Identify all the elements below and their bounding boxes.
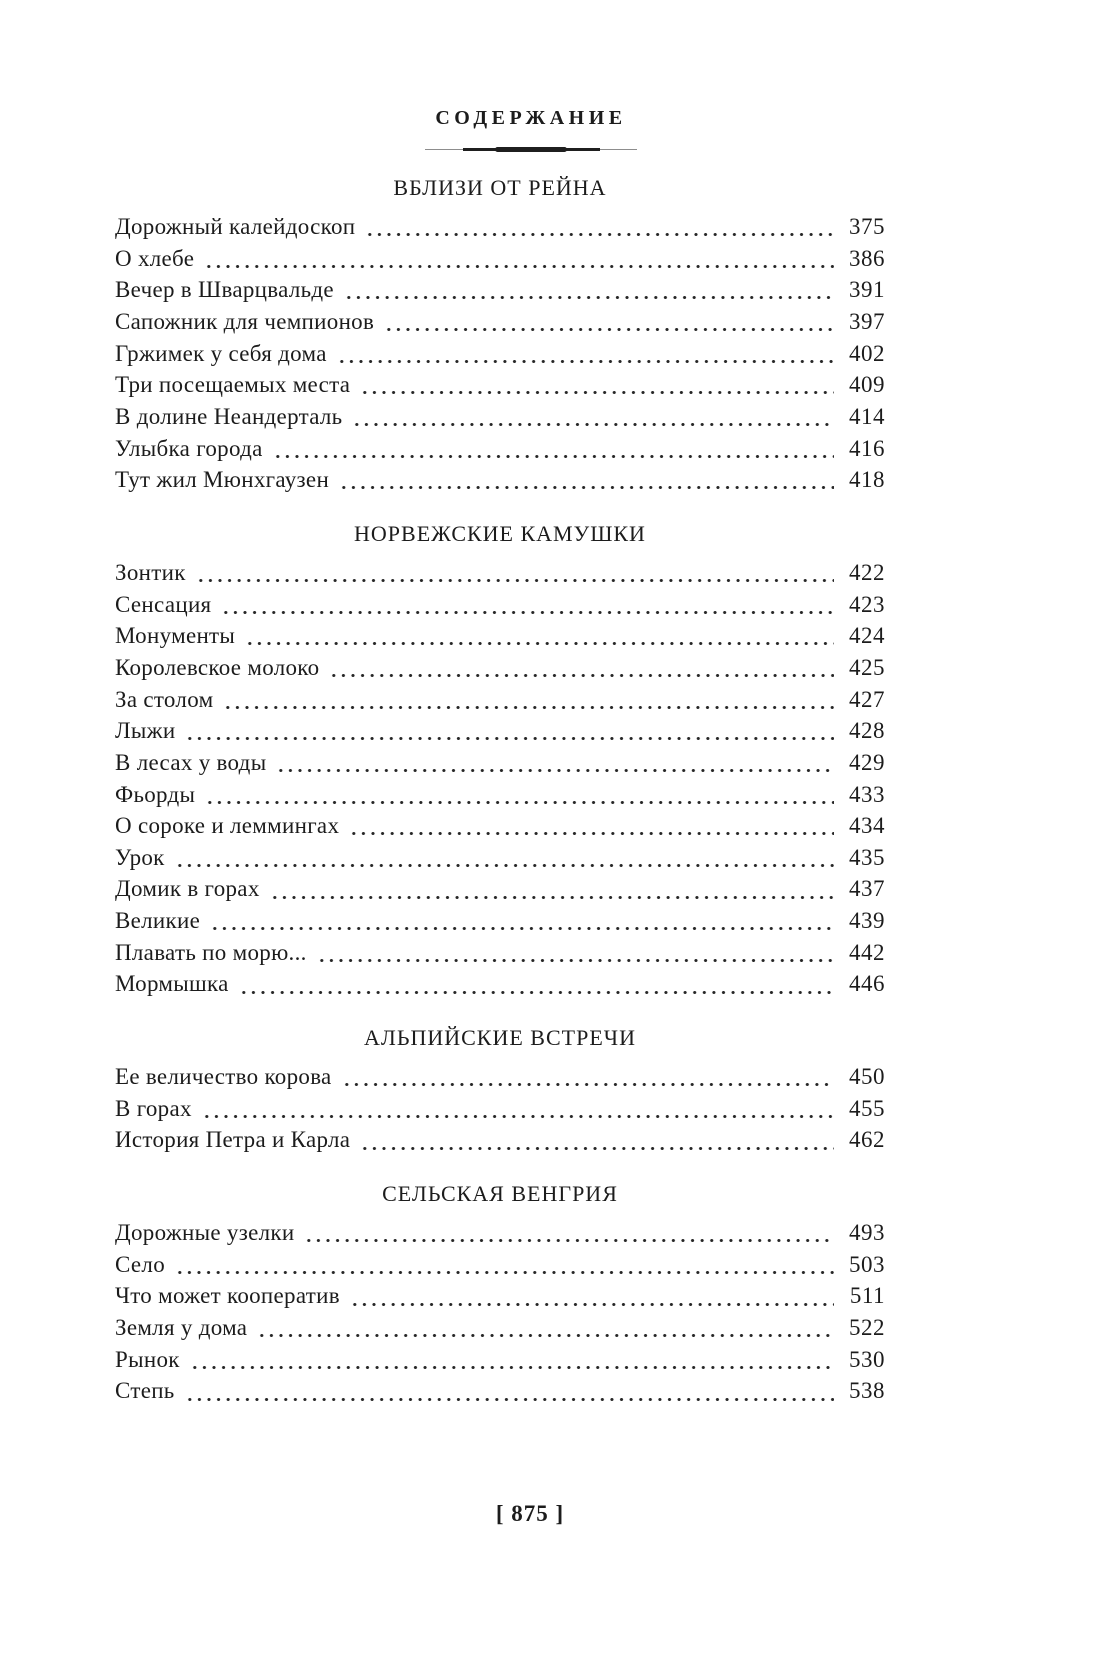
dot-leader	[340, 1061, 834, 1093]
entry-title: За столом	[115, 686, 214, 712]
entry-page-number: 511	[849, 1283, 885, 1309]
entry-title: Сапожник для чемпионов	[115, 308, 375, 334]
entry-page-number: 503	[849, 1251, 885, 1277]
entry-page-number: 397	[849, 308, 885, 334]
entry-page-number: 433	[849, 781, 885, 807]
dot-leader	[271, 433, 834, 465]
entry-page-number: 462	[849, 1127, 885, 1153]
entry-title: Монументы	[115, 623, 236, 649]
entry-title: Королевское молоко	[115, 654, 320, 680]
entry-page-number: 391	[849, 277, 885, 303]
dot-leader	[188, 1344, 834, 1376]
dot-leader	[173, 1249, 834, 1281]
page-footer	[115, 1501, 885, 1527]
divider-center-segment	[495, 147, 567, 152]
dot-leader	[315, 937, 834, 969]
entry-page-number: 522	[849, 1315, 885, 1341]
entry-title: Дорожные узелки	[115, 1220, 295, 1246]
entry-page-number: 422	[849, 559, 885, 585]
toc-entry	[115, 1061, 885, 1093]
entry-page-number: 434	[849, 813, 885, 839]
entry-title: Тут жил Мюнхгаузен	[115, 467, 330, 493]
dot-leader	[358, 369, 834, 401]
entry-page-number: 423	[849, 591, 885, 617]
toc-entry	[115, 1312, 885, 1344]
entry-page-number: 402	[849, 340, 885, 366]
entry-page-number: 428	[849, 718, 885, 744]
dot-leader	[255, 1312, 834, 1344]
toc-entry	[115, 1344, 885, 1376]
page-header	[115, 0, 885, 153]
toc-section	[115, 1024, 885, 1156]
toc-entry	[115, 747, 885, 779]
entry-page-number: 425	[849, 654, 885, 680]
dot-leader	[183, 715, 834, 747]
entry-title: Урок	[115, 844, 165, 870]
toc-entry	[115, 715, 885, 747]
dot-leader	[382, 306, 834, 338]
dot-leader	[327, 652, 834, 684]
dot-leader	[200, 1093, 834, 1125]
dot-leader	[173, 842, 834, 874]
entry-page-number: 450	[849, 1064, 885, 1090]
entry-page-number: 493	[849, 1220, 885, 1246]
entry-page-number: 439	[849, 908, 885, 934]
dot-leader	[202, 243, 834, 275]
dot-leader	[203, 779, 834, 811]
toc-entry	[115, 842, 885, 874]
toc-entry	[115, 652, 885, 684]
toc-entry	[115, 873, 885, 905]
entry-title: Что может кооператив	[115, 1283, 340, 1309]
entry-page-number: 416	[849, 435, 885, 461]
section-entries	[115, 557, 885, 1000]
toc-entry	[115, 243, 885, 275]
toc-entry	[115, 968, 885, 1000]
entry-page-number: 538	[849, 1378, 885, 1404]
entry-title: Плавать по морю...	[115, 939, 307, 965]
toc-entry	[115, 1217, 885, 1249]
toc-entry	[115, 401, 885, 433]
entry-title: Село	[115, 1251, 166, 1277]
toc-entry	[115, 211, 885, 243]
entry-page-number: 427	[849, 686, 885, 712]
entry-title: Степь	[115, 1378, 175, 1404]
dot-leader	[243, 620, 834, 652]
page-content	[115, 0, 885, 1407]
dot-leader	[342, 274, 834, 306]
folio-page-number: [ 875 ]	[495, 1501, 565, 1526]
toc-section	[115, 1180, 885, 1407]
dot-leader	[183, 1375, 834, 1407]
decorative-divider	[425, 146, 637, 153]
entry-title: Великие	[115, 908, 201, 934]
entry-page-number: 446	[849, 971, 885, 997]
section-entries	[115, 1217, 885, 1407]
dot-leader	[237, 968, 834, 1000]
entry-page-number: 435	[849, 844, 885, 870]
toc-entry	[115, 338, 885, 370]
entry-title: Земля у дома	[115, 1315, 248, 1341]
toc-entry	[115, 369, 885, 401]
dot-leader	[274, 747, 834, 779]
entry-page-number: 409	[849, 372, 885, 398]
section-entries	[115, 211, 885, 496]
entry-page-number: 386	[849, 245, 885, 271]
dot-leader	[358, 1124, 834, 1156]
toc-entry	[115, 1280, 885, 1312]
section-heading: АЛЬПИЙСКИЕ ВСТРЕЧИ	[364, 1025, 636, 1051]
dot-leader	[337, 464, 834, 496]
dot-leader	[348, 1280, 834, 1312]
toc-entry	[115, 1249, 885, 1281]
toc-entry	[115, 1093, 885, 1125]
dot-leader	[219, 589, 834, 621]
entry-page-number: 437	[849, 876, 885, 902]
toc-entry	[115, 589, 885, 621]
entry-title: Три посещаемых места	[115, 372, 351, 398]
entry-page-number: 424	[849, 623, 885, 649]
toc-entry	[115, 684, 885, 716]
section-heading: СЕЛЬСКАЯ ВЕНГРИЯ	[382, 1181, 618, 1207]
dot-leader	[335, 338, 834, 370]
entry-title: Сенсация	[115, 591, 212, 617]
toc-entry	[115, 810, 885, 842]
entry-title: О хлебе	[115, 245, 195, 271]
toc-entry	[115, 557, 885, 589]
entry-title: Ее величество корова	[115, 1064, 332, 1090]
entry-title: Домик в горах	[115, 876, 260, 902]
entry-title: Рынок	[115, 1346, 180, 1372]
entry-title: В лесах у воды	[115, 749, 267, 775]
dot-leader	[208, 905, 834, 937]
dot-leader	[268, 873, 834, 905]
entry-page-number: 429	[849, 749, 885, 775]
toc-entry	[115, 620, 885, 652]
entry-title: В горах	[115, 1095, 192, 1121]
toc-entry	[115, 905, 885, 937]
entry-title: Вечер в Шварцвальде	[115, 277, 334, 303]
toc-section	[115, 520, 885, 1000]
table-of-contents	[115, 174, 885, 1407]
entry-page-number: 375	[849, 214, 885, 239]
toc-entry	[115, 274, 885, 306]
section-entries	[115, 1061, 885, 1156]
toc-entry	[115, 1375, 885, 1407]
dot-leader	[221, 684, 834, 716]
toc-entry	[115, 464, 885, 496]
entry-title: Гржимек у себя дома	[115, 340, 327, 366]
entry-title: Лыжи	[115, 718, 176, 744]
toc-entry	[115, 306, 885, 338]
toc-entry	[115, 937, 885, 969]
entry-title: Дорожный калейдоскоп	[115, 214, 356, 239]
toc-entry	[115, 1124, 885, 1156]
entry-title: Мормышка	[115, 971, 229, 997]
entry-page-number: 442	[849, 939, 885, 965]
section-heading: НОРВЕЖСКИЕ КАМУШКИ	[354, 520, 646, 546]
section-heading: ВБЛИЗИ ОТ РЕЙНА	[393, 175, 607, 200]
dot-leader	[302, 1217, 834, 1249]
entry-page-number: 418	[849, 467, 885, 493]
entry-title: Зонтик	[115, 559, 186, 585]
page-title: СОДЕРЖАНИЕ	[435, 107, 627, 129]
toc-entry	[115, 779, 885, 811]
entry-page-number: 414	[849, 403, 885, 429]
entry-title: В долине Неандерталь	[115, 403, 343, 429]
entry-title: О сороке и леммингах	[115, 813, 340, 839]
toc-entry	[115, 433, 885, 465]
dot-leader	[350, 401, 834, 433]
entry-page-number: 455	[849, 1095, 885, 1121]
entry-page-number: 530	[849, 1346, 885, 1372]
dot-leader	[347, 810, 834, 842]
dot-leader	[194, 557, 834, 589]
entry-title: Улыбка города	[115, 435, 263, 461]
dot-leader	[363, 211, 834, 243]
toc-section	[115, 174, 885, 496]
entry-title: Фьорды	[115, 781, 196, 807]
entry-title: История Петра и Карла	[115, 1127, 351, 1153]
